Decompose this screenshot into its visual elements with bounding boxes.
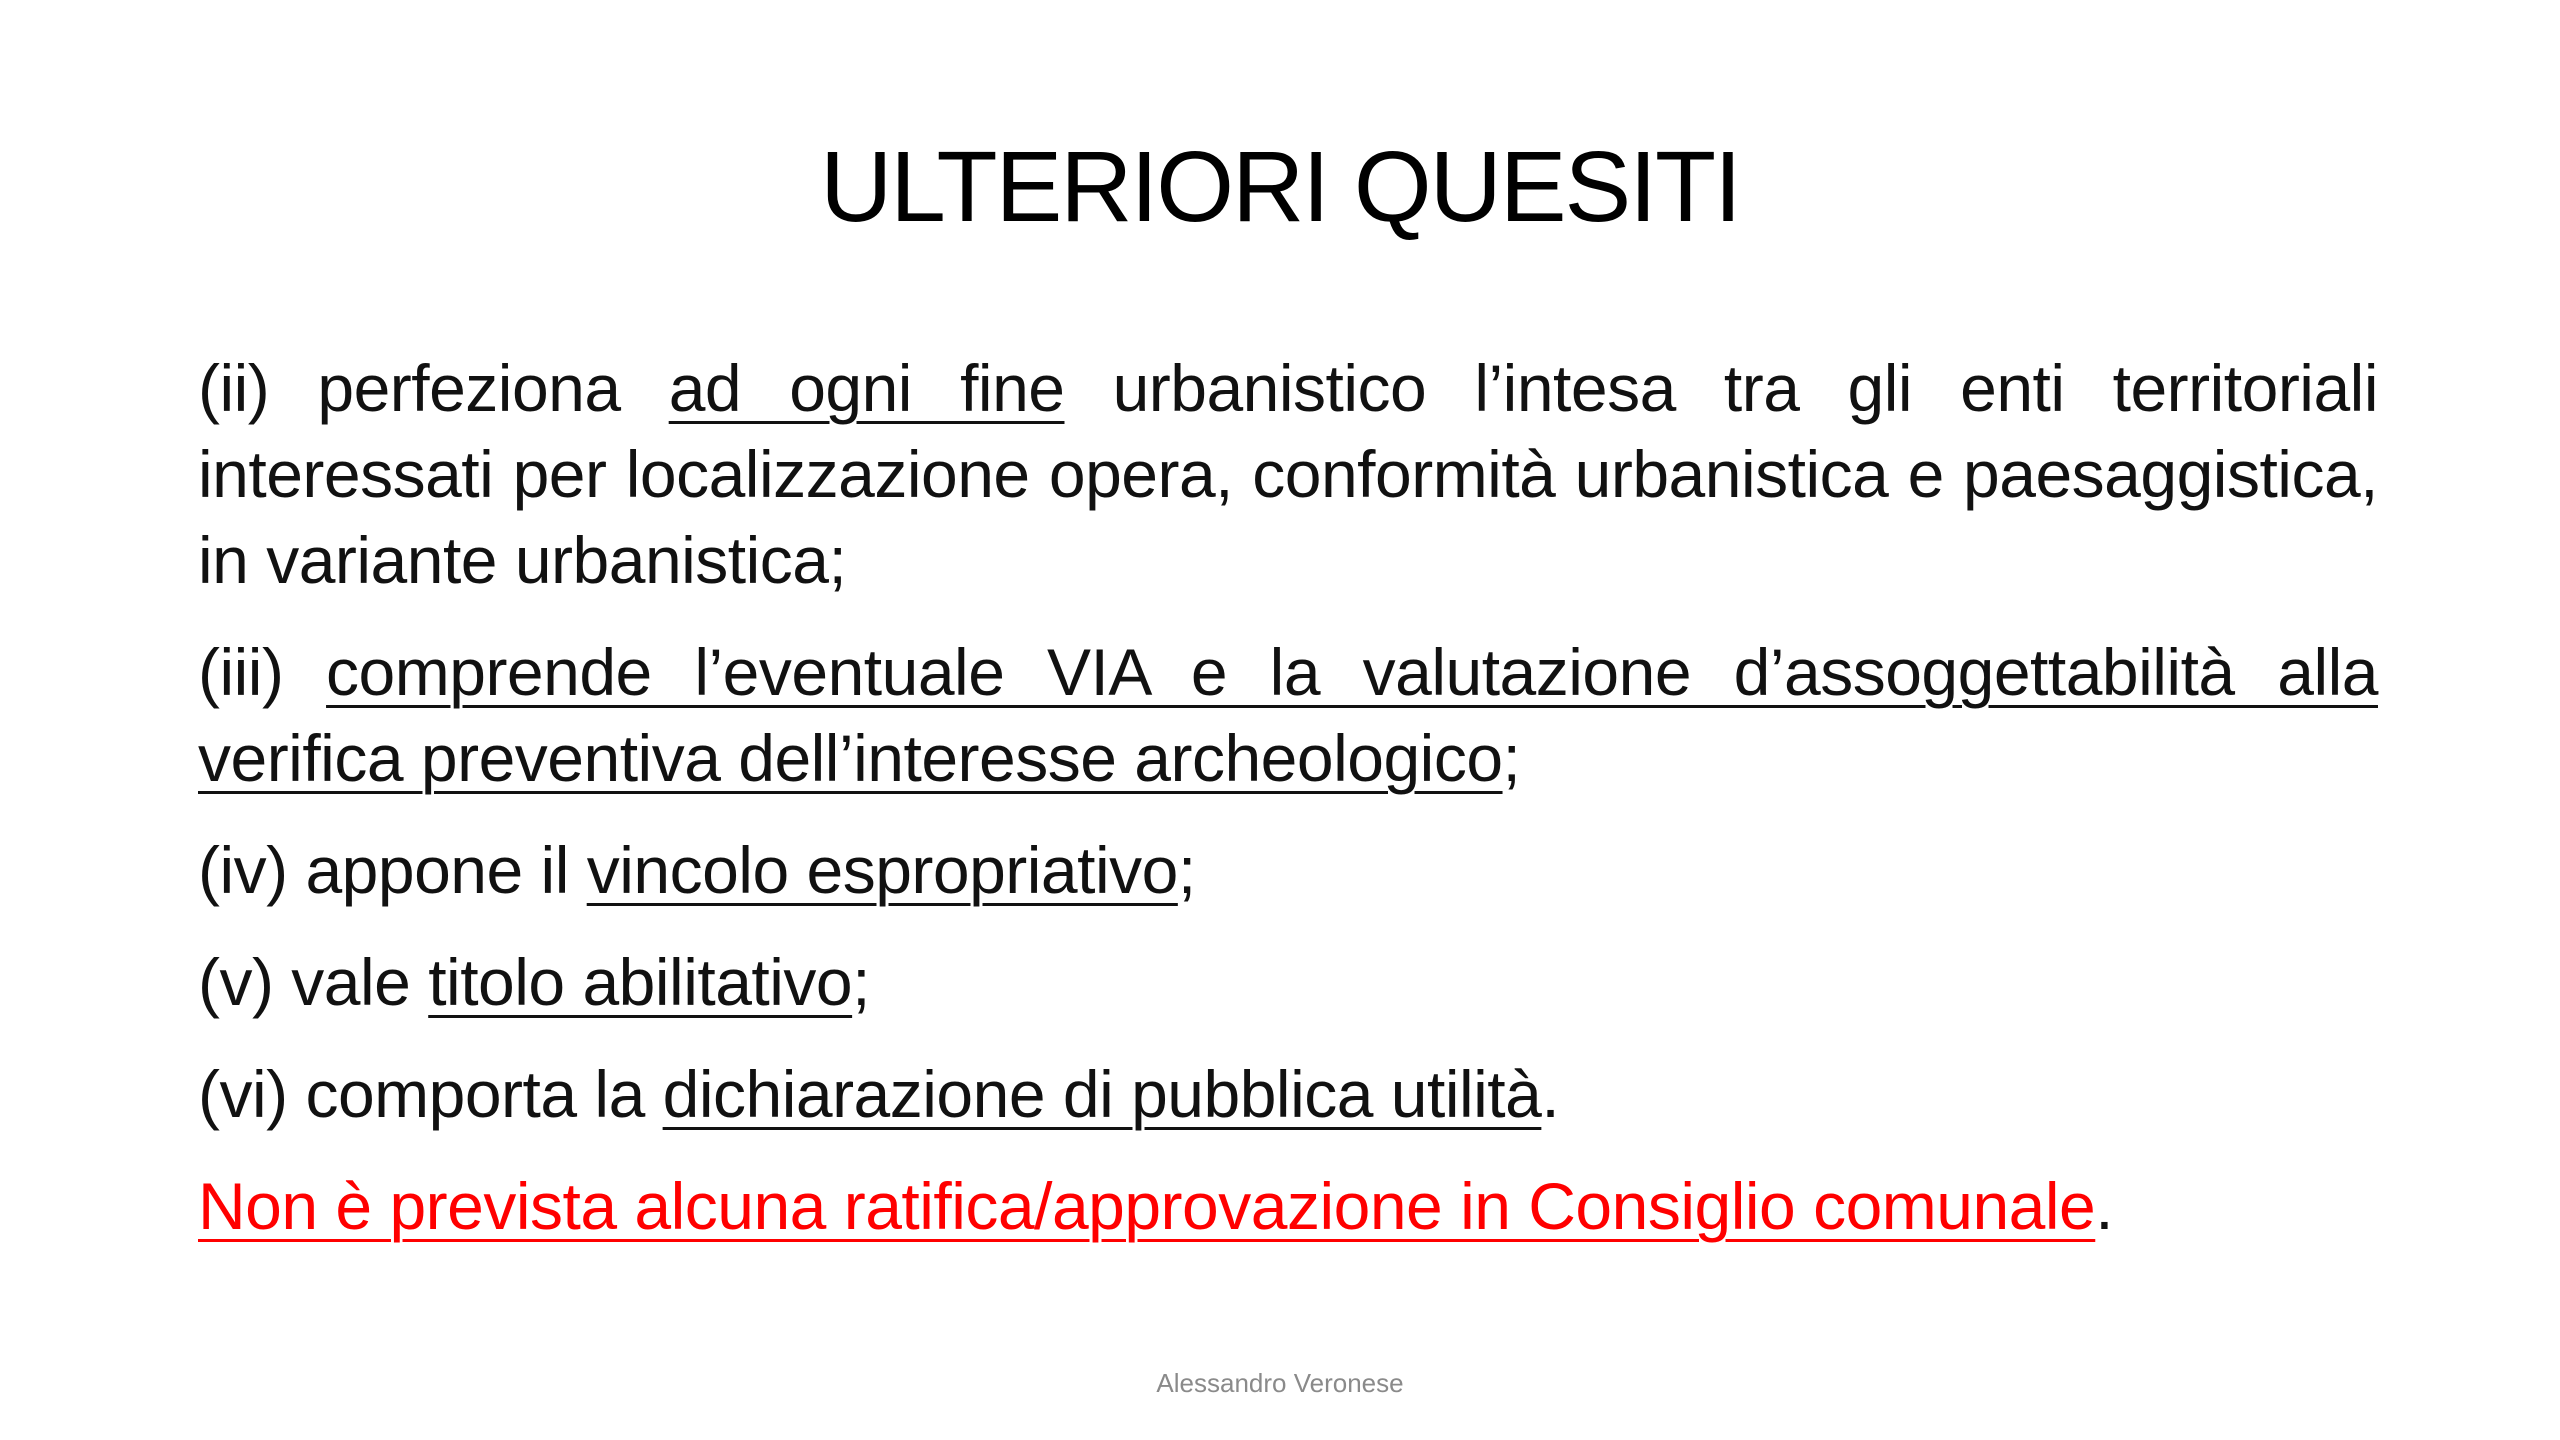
item-iii-suffix: ; [1502, 721, 1521, 795]
item-ii-prefix: (ii) perfeziona [198, 351, 669, 425]
item-iii-underlined: comprende l’eventuale VIA e la valutazione d’assoggettabilità alla verifica preventiva dell’interesse archeologico [198, 635, 2378, 795]
footer-author: Alessandro Veronese [1156, 1368, 1404, 1398]
note-red-underlined: Non è prevista alcuna ratifica/approvazione in Consiglio comunale [198, 1169, 2096, 1243]
slide-title: ULTERIORI QUESITI [820, 131, 1740, 243]
item-v [198, 939, 2378, 1025]
item-vi-prefix: (vi) comporta la [198, 1057, 663, 1131]
item-iii [198, 629, 2378, 801]
item-ii-underlined: ad ogni fine [668, 351, 1065, 425]
item-v-prefix: (v) vale [198, 945, 429, 1019]
slide-body [198, 345, 2378, 1275]
note-consiglio [198, 1163, 2378, 1249]
item-iv-suffix: ; [1177, 833, 1196, 907]
item-v-suffix: ; [852, 945, 870, 1019]
item-iii-prefix: (iii) [198, 635, 327, 709]
item-vi [198, 1051, 2378, 1137]
note-suffix: . [2095, 1169, 2114, 1243]
item-vi-underlined: dichiarazione di pubblica utilità [662, 1057, 1542, 1131]
item-vi-suffix: . [1541, 1057, 1560, 1131]
item-iv-prefix: (iv) appone il [198, 833, 587, 907]
item-v-underlined: titolo abilitativo [428, 945, 853, 1019]
item-ii [198, 345, 2378, 603]
item-ii-rest: urbanistico l’intesa tra gli enti territoriali interessati per localizzazione opera, conformità urbanistica e paesaggistica, in variante urbanistica; [198, 351, 2379, 597]
item-iv [198, 827, 2378, 913]
item-iv-underlined: vincolo espropriativo [586, 833, 1178, 907]
